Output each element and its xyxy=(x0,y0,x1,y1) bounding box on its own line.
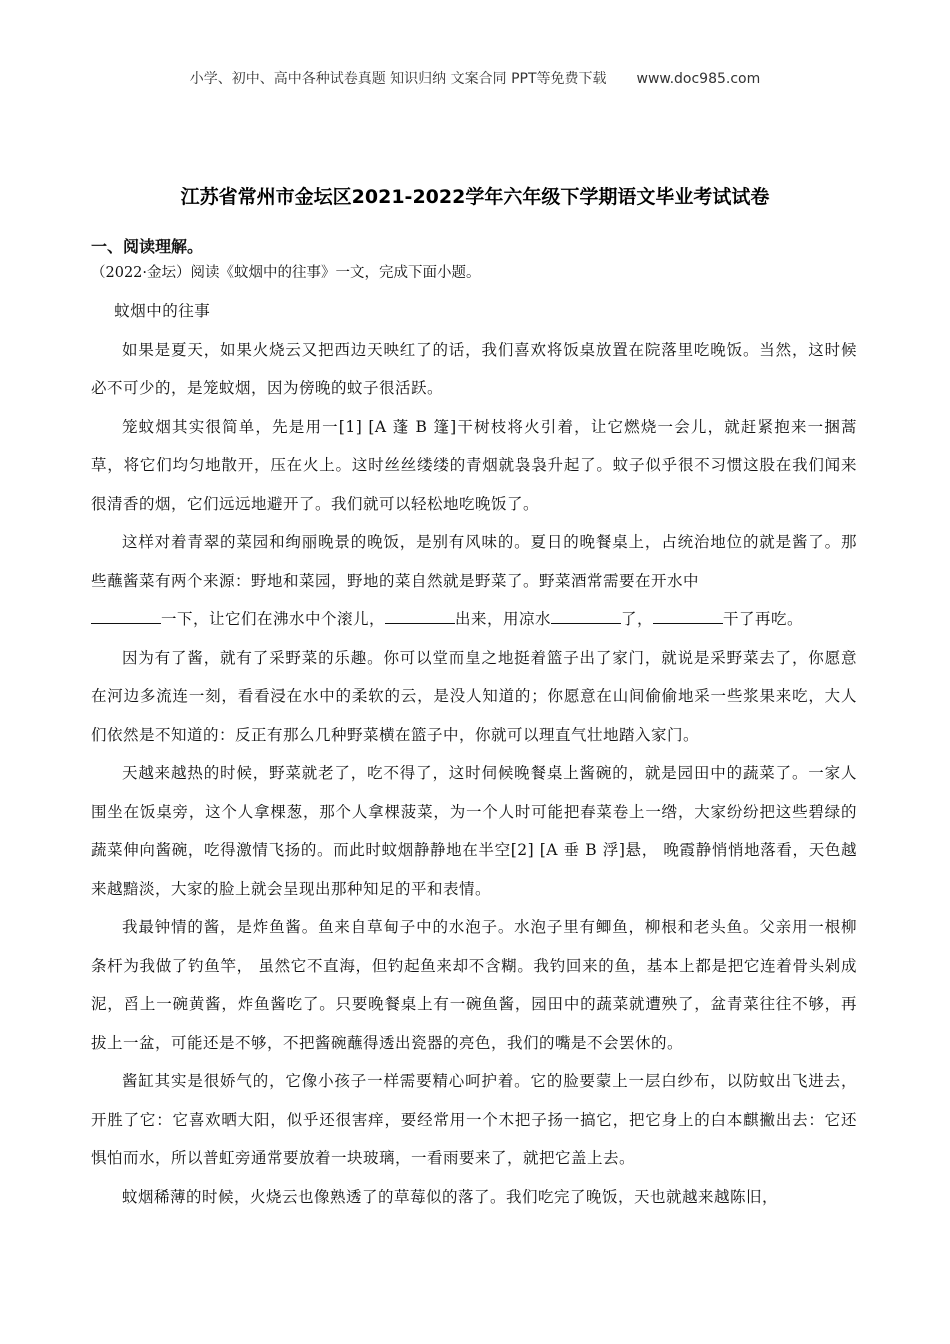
paragraph-2: 笼蚊烟其实很简单，先是用一[1] [A 蓬 B 篷]干树枝将火引着，让它燃烧一会儿，就赶紧抱来一捆蒿草，将它们均匀地散开，压在火上。这时丝丝缕缕的青烟就袅袅升起了。蚊子似乎很不习惯这股在我们闻来很清香的烟，它们远远地避开了。我们就可以轻松地吃晚饭了。 xyxy=(91,417,857,513)
section-heading: 一、阅读理解。 xyxy=(91,237,204,256)
page-title: 江苏省常州市金坛区2021-2022学年六年级下学期语文毕业考试试卷 xyxy=(180,186,770,208)
answer-blank-4[interactable] xyxy=(653,609,723,624)
header-site-link[interactable]: www.doc985.com xyxy=(636,71,761,87)
paragraph-6: 我最钟情的酱，是炸鱼酱。鱼来自草甸子中的水泡子。水泡子里有鲫鱼，柳根和老头鱼。父亲用一根柳条杆为我做了钓鱼竿， 虽然它不直海，但钓起鱼来却不含糊。我钓回来的鱼，基本上都是把它连着骨头剁成泥，舀上一碗黄酱，炸鱼酱吃了。只要晚餐桌上有一碗鱼酱，园田中的蔬菜就遭殃了，盆青菜往往不够，再拔上一盆，可能还是不够，不把酱碗蘸得透出瓷器的亮色，我们的嘴是不会罢休的。 xyxy=(91,918,857,1052)
story-body xyxy=(91,292,857,1216)
paragraph-8: 蚊烟稀薄的时候，火烧云也像熟透了的草莓似的落了。我们吃完了晚饭，天也就越来越陈旧， xyxy=(122,1187,779,1206)
question-intro: （2022·金坛）阅读《蚊烟中的往事》一文，完成下面小题。 xyxy=(91,265,481,281)
story-title: 蚊烟中的往事 xyxy=(114,302,211,320)
paragraph-7: 酱缸其实是很娇气的，它像小孩子一样需要精心呵护着。它的脸要蒙上一层白纱布，以防蚊出飞进去，开胜了它：它喜欢晒大阳，似乎还很害痒，要经常用一个木把子扬一搞它，把它身上的白本麒撇出去：它还惧怕而水，所以普虹旁通常要放着一块玻璃，一看雨要来了，就把它盖上去。 xyxy=(91,1072,857,1167)
paragraph-3: 这样对着青翠的菜园和绚丽晚景的晚饭，是别有风味的。夏日的晚餐桌上，占统治地位的就是酱了。那些蘸酱菜有两个来源：野地和菜园，野地的菜自然就是野菜了。野菜酒常需要在开水中 xyxy=(91,533,857,590)
paragraph-1: 如果是夏天，如果火烧云又把西边天映红了的话，我们喜欢将饭桌放置在院落里吃晚饭。当然，这时候必不可少的，是笼蚊烟，因为傍晚的蚊子很活跃。 xyxy=(91,340,857,397)
paragraph-4: 因为有了酱，就有了采野菜的乐趣。你可以堂而皇之地挺着篮子出了家门，就说是采野菜去了，你愿意在河边多流连一刻，看看浸在水中的柔软的云，是没人知道的；你愿意在山间偷偷地采一些浆果来吃，大人们依然是不知道的：反正有那么几种野菜横在篮子中，你就可以理直气壮地踏入家门。 xyxy=(91,648,857,744)
answer-blank-3[interactable] xyxy=(551,609,621,624)
answer-blank-2[interactable] xyxy=(385,609,455,624)
page-header xyxy=(0,68,950,88)
header-text: 小学、初中、高中各种试卷真题 知识归纳 文案合同 PPT等免费下载 xyxy=(189,71,607,87)
answer-blank-1[interactable] xyxy=(91,609,161,624)
paragraph-3-blanks: 一下，让它们在沸水中个滚儿， 出来，用凉水 了， 干了再吃。 xyxy=(91,600,857,639)
paragraph-5: 天越来越热的时候，野菜就老了，吃不得了，这时伺候晚餐桌上酱碗的，就是园田中的蔬菜了。一家人围坐在饭桌旁，这个人拿棵葱，那个人拿棵菠菜，为一个人时可能把春菜卷上一绺，大家纷纷把这些碧绿的蔬菜伸向酱碗，吃得激情飞扬的。而此时蚊烟静静地在半空[2] [A 垂 B 浮]悬， 晚霞静悄悄地落看，天色越来越黯淡，大家的脸上就会呈现出那种知足的平和表情。 xyxy=(91,764,857,898)
